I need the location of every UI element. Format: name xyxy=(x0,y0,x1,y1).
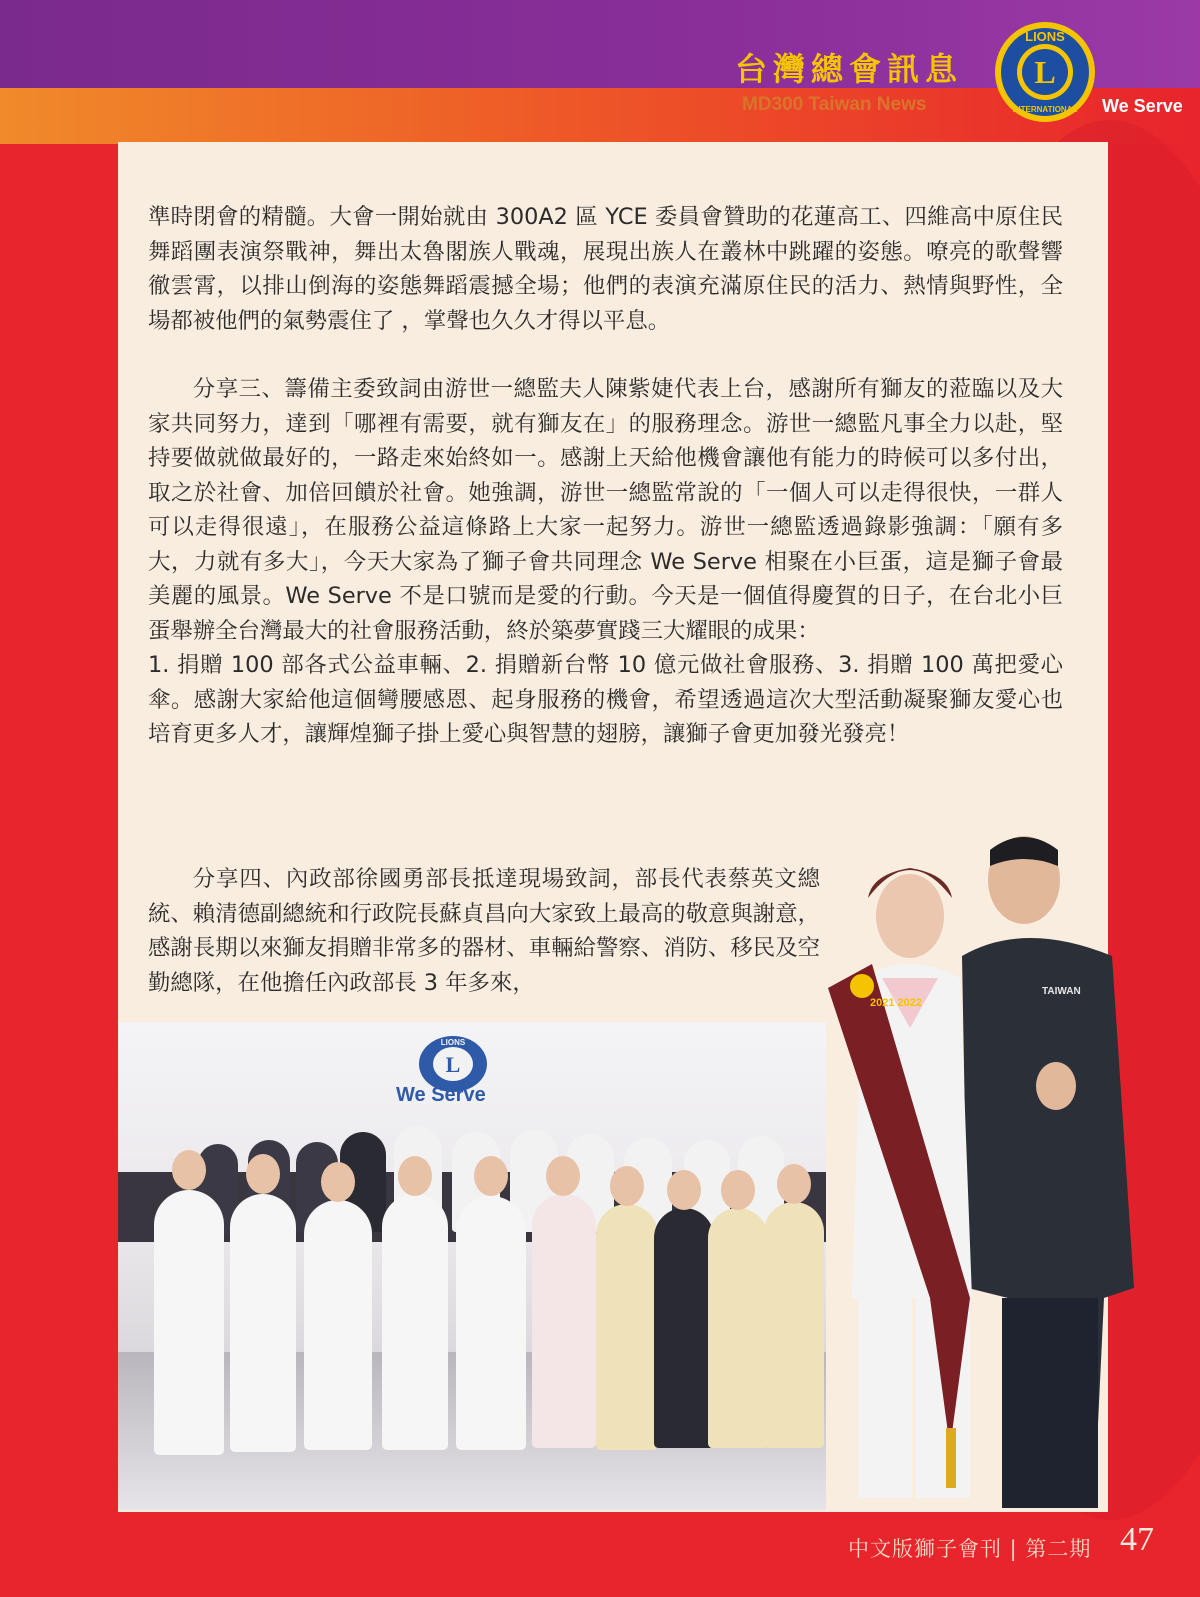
logo-top-text: LIONS xyxy=(1025,29,1065,44)
page-number: 47 xyxy=(1120,1521,1154,1558)
person xyxy=(230,1194,296,1452)
group-photo-logo-text: LIONS xyxy=(440,1038,466,1047)
person xyxy=(532,1194,596,1448)
person xyxy=(154,1190,224,1455)
article-paragraph-2-block xyxy=(148,372,1063,752)
person xyxy=(304,1200,372,1450)
lions-logo xyxy=(993,20,1097,124)
jacket-label: TAIWAN xyxy=(1042,986,1081,997)
section-title: 台灣總會訊息 xyxy=(735,50,964,88)
person xyxy=(654,1208,714,1448)
couple-photo xyxy=(812,828,1167,1518)
group-photo xyxy=(118,1022,826,1510)
logo-bottom-text: INTERNATIONAL xyxy=(1012,105,1078,114)
article-paragraph-1: 準時閉會的精髓。大會一開始就由 300A2 區 YCE 委員會贊助的花蓮高工、四維高中原住民舞蹈團表演祭戰神，舞出太魯閣族人戰魂，展現出族人在叢林中跳躍的姿態。嘹亮的歌聲響徹雲霄，以排山倒海的姿態舞蹈震撼全場；他們的表演充滿原住民的活力、熱情與野性，全場都被他們的氣勢震住了 ，掌聲也久久才得以平息。 xyxy=(148,204,1063,334)
we-serve-tagline: We Serve xyxy=(1102,96,1183,116)
svg-text:L: L xyxy=(445,1052,461,1077)
group-photo-tagline: We Serve xyxy=(396,1084,486,1106)
sash-year: 2021 2022 xyxy=(870,997,922,1009)
article-paragraph-3: 分享四、內政部徐國勇部長抵達現場致詞，部長代表蔡英文總統、賴清德副總統和行政院長蘇貞昌向大家致上最高的敬意與謝意，感謝長期以來獅友捐贈非常多的器材、車輛給警察、消防、移民及空勤總隊，在他擔任內政部長 3 年多來， xyxy=(148,866,820,996)
section-subtitle: MD300 Taiwan News xyxy=(742,94,927,115)
person xyxy=(708,1208,768,1448)
person xyxy=(382,1194,448,1450)
person xyxy=(456,1196,526,1450)
publication-name: 中文版獅子會刊 | 第二期 xyxy=(848,1537,1092,1561)
article-paragraph-2: 分享三、籌備主委致詞由游世一總監夫人陳紫婕代表上台，感謝所有獅友的蒞臨以及大家共同努力，達到「哪裡有需要，就有獅友在」的服務理念。游世一總監凡事全力以赴，堅持要做就做最好的，一路走來始終如一。感謝上天給他機會讓他有能力的時候可以多付出，取之於社會、加倍回饋於社會。她強調，游世一總監常說的「一個人可以走得很快，一群人可以走得很遠」，在服務公益這條路上大家一起努力。游世一總監透過錄影強調：「願有多大，力就有多大」，今天大家為了獅子會共同理念 We Serve 相聚在小巨蛋，這是獅子會最美麗的風景。We Serve 不是口號而是愛的行動。今天是一個值得慶賀的日子，在台北小巨蛋舉辦全台灣最大的社會服務活動，終於築夢實踐三大耀眼的成果： xyxy=(148,376,1063,644)
person xyxy=(596,1204,658,1450)
logo-letter: L xyxy=(1034,54,1056,90)
article-paragraph-list: 1. 捐贈 100 部各式公益車輛、2. 捐贈新台幣 10 億元做社會服務、3. 捐贈 100 萬把愛心傘。感謝大家給他這個彎腰感恩、起身服務的機會，希望透過這次大型活動凝聚獅友愛心也培育更多人才，讓輝煌獅子掛上愛心與智慧的翅膀，讓獅子會更加發光發亮！ xyxy=(148,652,1063,747)
